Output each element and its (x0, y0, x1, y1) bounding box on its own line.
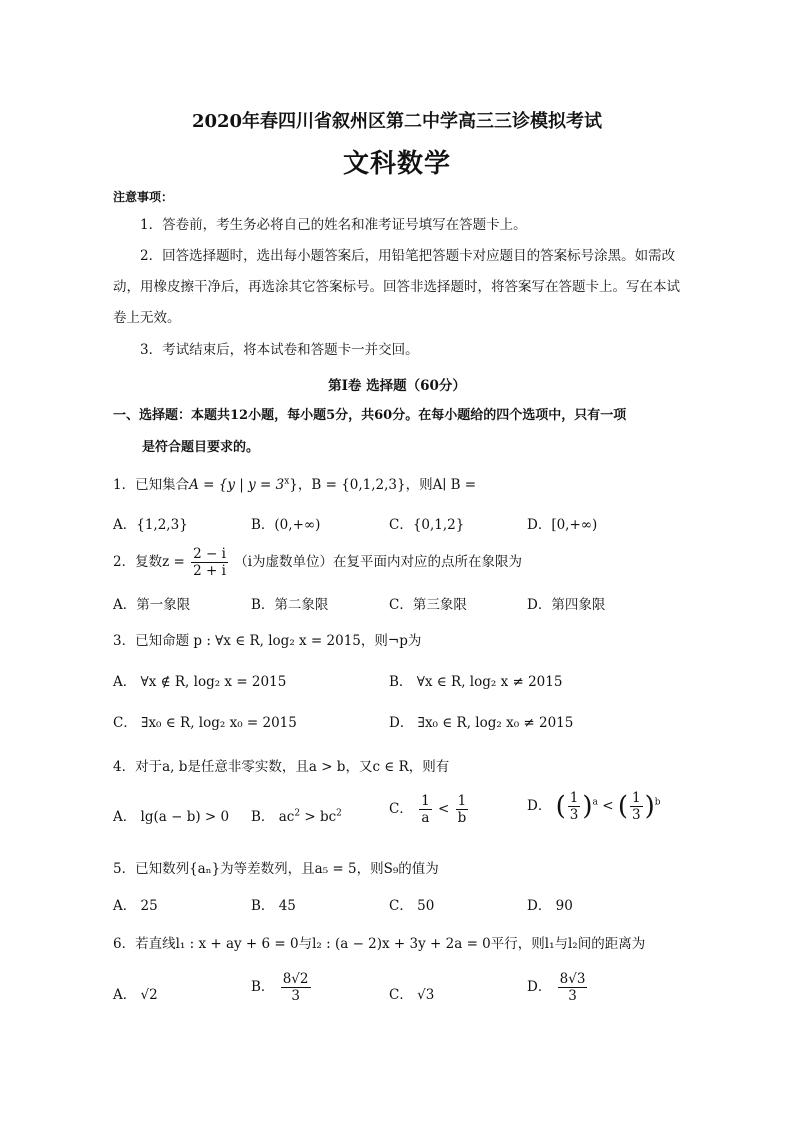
q6-option-d (527, 971, 589, 1004)
q4-b-exp2: 2 (336, 808, 342, 819)
q1-set-a: A = {y | y = 3 (189, 477, 285, 493)
q5-option-b: B． 45 (251, 898, 296, 914)
q4-c-frac1 (419, 793, 432, 826)
q6-option-b (251, 971, 313, 1004)
notice-item-3: 3．考试结束后，将本试卷和答题卡一并交回。 (140, 342, 419, 358)
q4-d-den2: 3 (631, 807, 641, 823)
q4-d-label: D． (527, 798, 552, 814)
question-2-stem (113, 546, 522, 579)
q2-option-c: C．第三象限 (389, 597, 467, 613)
q3-option-a: A． ∀x ∉ R, log₂ x = 2015 (113, 674, 287, 690)
q6-b-den: 3 (291, 988, 300, 1004)
q4-d-exp2: b (654, 797, 661, 808)
q1-prefix: 1．已知集合 (113, 477, 190, 493)
notice-item-1: 1．答卷前，考生务必将自己的姓名和准考证号填写在答题卡上。 (140, 217, 527, 233)
q6-b-label: B． (251, 979, 275, 995)
q4-d-frac1 (568, 790, 581, 823)
q2-prefix: 2．复数z = (113, 554, 185, 570)
q4-d-num2: 1 (631, 790, 641, 806)
q4-c-label: C． (389, 801, 413, 817)
section-instruction-line2: 是符合题目要求的。 (142, 440, 260, 455)
q4-c-den2: b (457, 810, 467, 826)
question-3-stem: 3．已知命题 p : ∀x ∈ R, log₂ x = 2015，则¬p为 (113, 633, 422, 649)
q4-option-b (251, 805, 342, 825)
q6-b-num: 8√2 (282, 971, 309, 987)
q3-option-b: B． ∀x ∈ R, log₂ x ≠ 2015 (389, 674, 563, 690)
question-6-stem: 6．若直线l₁ : x + ay + 6 = 0与l₂ : (a − 2)x + 3y + 2a = 0平行，则l₁与l₂间的距离为 (113, 936, 646, 952)
notice-item-2: 2．回答选择题时，选出每小题答案后，用铅笔把答题卡对应题目的答案标号涂黑。如需改动，用橡皮擦干净后，再选涂其它答案标号。回答非选择题时，将答案写在答题卡上。写在本试卷上无效。 (113, 248, 680, 326)
q6-d-label: D． (527, 979, 552, 995)
q6-option-a: A． √2 (113, 987, 158, 1003)
q2-option-a: A．第一象限 (113, 597, 191, 613)
q4-b-exp1: 2 (294, 808, 301, 819)
exam-title: 2020年春四川省叙州区第二中学高三三诊模拟考试 (191, 111, 603, 132)
q1-option-d: D．[0,+∞) (527, 517, 598, 533)
notice-label: 注意事项： (113, 190, 174, 204)
q6-d-num: 8√3 (559, 971, 586, 987)
q1-option-c: C．{0,1,2} (389, 517, 465, 533)
section-instruction-line1: 一、选择题：本题共12小题，每小题5分，共60分。在每小题给的四个选项中，只有一项 (113, 408, 627, 423)
question-1-stem (113, 473, 476, 493)
q1-option-b: B．(0,+∞) (251, 517, 321, 533)
q3-option-c: C． ∃x₀ ∈ R, log₂ x₀ = 2015 (113, 715, 297, 731)
exam-subject: 文科数学 (342, 149, 451, 179)
q4-c-less-than: < (438, 801, 450, 817)
q4-c-num2: 1 (457, 793, 467, 809)
q6-option-c: C． √3 (389, 987, 435, 1003)
q2-option-b: B．第二象限 (251, 597, 329, 613)
question-4-stem: 4．对于a, b是任意非零实数，且a > b，又c ∈ R，则有 (113, 759, 450, 775)
q4-b-left: B． ac (251, 809, 295, 825)
q4-c-den1: a (421, 810, 430, 826)
q5-option-a: A． 25 (113, 898, 158, 914)
q4-d-exp1: a (592, 797, 598, 808)
q4-b-right: > bc (300, 809, 337, 825)
q4-option-c (389, 793, 470, 826)
q2-numerator: 2 − i (193, 546, 226, 562)
q5-option-c: C． 50 (389, 898, 435, 914)
q1-suffix: ，则A∣ B = (405, 477, 477, 493)
q1-set-b: ，B = {0,1,2,3} (297, 477, 406, 493)
q6-b-frac (281, 971, 311, 1004)
q2-fraction (191, 546, 228, 579)
q6-d-den: 3 (568, 988, 577, 1004)
q4-option-d: D． ( $\frac{1}{3}$ )$^a$ < ( $\frac{1}{3}$ )$^b$ (527, 790, 661, 823)
q1-option-a: A．{1,2,3} (113, 517, 188, 533)
section-title: 第Ⅰ卷 选择题（60分） (328, 378, 466, 394)
q4-c-frac2 (456, 793, 469, 826)
q4-d-num1: 1 (569, 790, 579, 806)
question-5-stem: 5．已知数列{aₙ}为等差数列，且a₅ = 5，则S₉的值为 (113, 861, 439, 877)
q3-option-d: D． ∃x₀ ∈ R, log₂ x₀ ≠ 2015 (389, 715, 574, 731)
q4-d-less-than: < (602, 798, 614, 814)
q2-option-d: D．第四象限 (527, 597, 606, 613)
q2-suffix: （i为虚数单位）在复平面内对应的点所在象限为 (234, 554, 523, 570)
q4-option-a: A． lg(a − b) > 0 (113, 809, 230, 825)
q1-set-a-close: } (289, 477, 298, 493)
q2-denominator: 2 + i (193, 563, 226, 579)
q4-d-den1: 3 (569, 807, 579, 823)
q5-option-d: D． 90 (527, 898, 573, 914)
q1-exponent: x (284, 476, 290, 487)
q6-d-frac (558, 971, 588, 1004)
q4-d-frac2 (630, 790, 643, 823)
q4-c-num1: 1 (421, 793, 430, 809)
